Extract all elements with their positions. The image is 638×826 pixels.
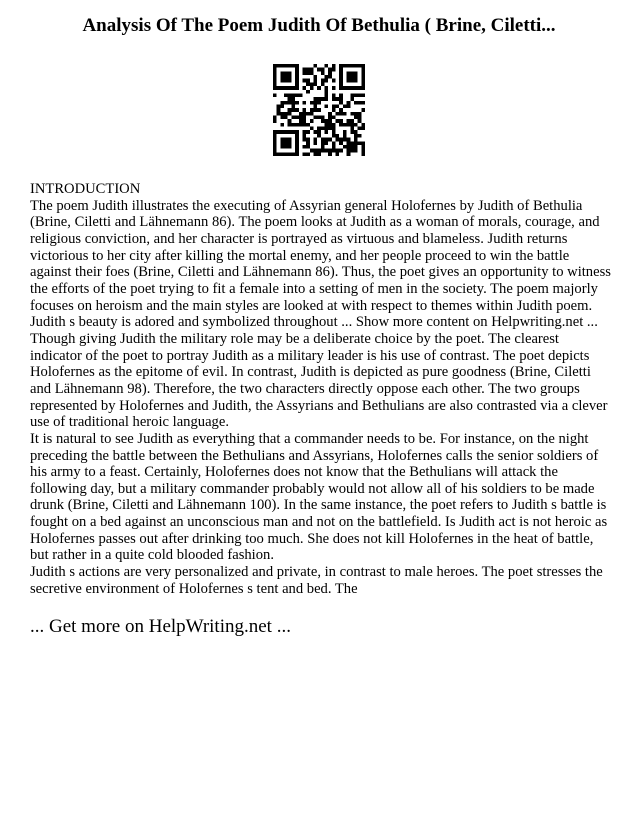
qr-code-icon <box>273 64 365 156</box>
paragraph-3: It is natural to see Judith as everything that a commander needs to be. For instance, on the night preceding the battle between the Bethulians and Assyrians, Holofernes calls the senior soldiers of his army to a feast. Certainly, Holofernes does not know that the Bethulians will attack the following day, but a military commander probably would not allow all of his soldiers to be made drunk (Brine, Ciletti and Lähnemann 100). In the same instance, the poet refers to Judith s battle is fought on a bed against an unconscious man and not on the battlefield. Is Judith act is not heroic as Holofernes passes out after drinking too much. She does not kill Holofernes in the heat of battle, but rather in a quite cold blooded fashion. <box>30 430 608 564</box>
paragraph-2: Though giving Judith the military role may be a deliberate choice by the poet. The clearest indicator of the poet to portray Judith as a military leader is his use of contrast. The poet depicts Holofernes as the epitome of evil. In contrast, Judith is depicted as pure goodness (Brine, Ciletti and Lähnemann 98). Therefore, the two characters directly oppose each other. The two groups represented by Holofernes and Judith, the Assyrians and Bethulians are also contrasted via a clever use of traditional heroic language. <box>30 330 608 431</box>
paragraph-1: The poem Judith illustrates the executing of Assyrian general Holofernes by Judith of Bethulia (Brine, Ciletti and Lähnemann 86). The poem looks at Judith as a woman of morals, courage, and religious conviction, and her character is portrayed as virtuous and blameless. Judith returns victorious to her city after killing the mortal enemy, and her people proceed to win the battle against their foes (Brine, Ciletti and Lähnemann 86). Thus, the poet gives an opportunity to witness the efforts of the poet trying to fit a female into a setting of men in the society. The poem majorly focuses on heroism and the main styles are looked at with respect to themes within Judith poem. Judith s beauty is adored and symbolized throughout ... Show more content on Helpwriting.net ... <box>30 197 611 331</box>
document-title: Analysis Of The Poem Judith Of Bethulia ( Brine, Ciletti... <box>82 15 556 36</box>
get-more-link[interactable]: ... Get more on HelpWriting.net ... <box>30 616 291 637</box>
document-body <box>30 181 613 597</box>
paragraph-4: Judith s actions are very personalized and private, in contrast to male heroes. The poet stresses the secretive environment of Holofernes s tent and bed. The <box>30 564 603 597</box>
section-heading: INTRODUCTION <box>30 181 141 197</box>
